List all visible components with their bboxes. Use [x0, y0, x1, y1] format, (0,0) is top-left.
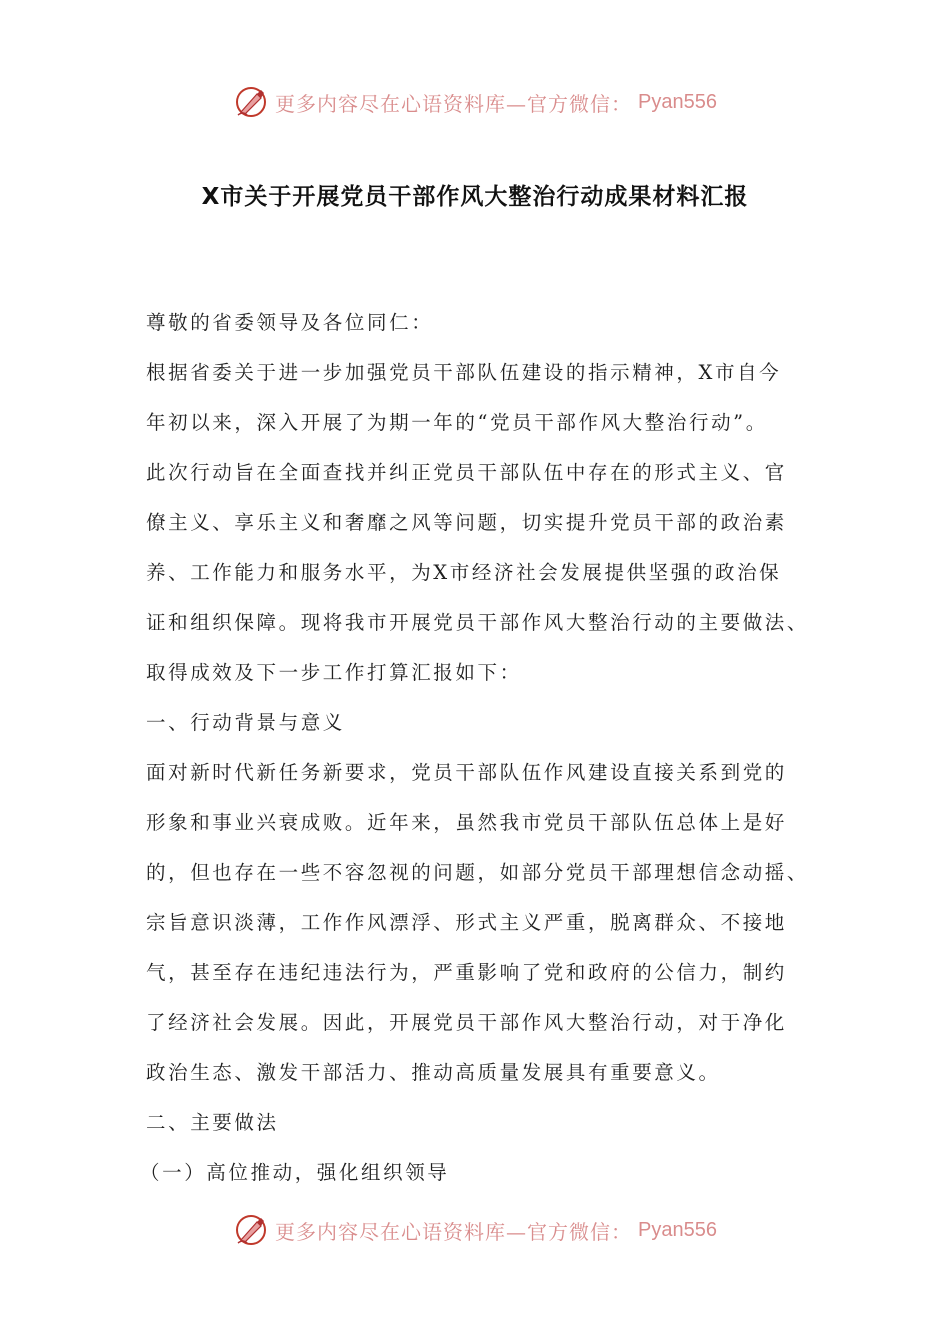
watermark-header [0, 82, 950, 122]
paragraph-line: 的，但也存在一些不容忽视的问题，如部分党员干部理想信念动摇、 [146, 861, 810, 884]
watermark-text: 更多内容尽在心语资料库—官方微信： [275, 1219, 633, 1244]
paragraph-line: 根据省委关于进一步加强党员干部队伍建设的指示精神，X市自今 [146, 361, 782, 384]
section-heading: 一、行动背景与意义 [146, 711, 345, 734]
paragraph-line: 养、工作能力和服务水平，为X市经济社会发展提供坚强的政治保 [146, 561, 782, 584]
document-body [140, 298, 826, 1198]
watermark-text: 更多内容尽在心语资料库—官方微信： [275, 91, 633, 116]
paragraph-line: 证和组织保障。现将我市开展党员干部作风大整治行动的主要做法、 [146, 611, 810, 634]
watermark-handle: Pyan556 [638, 90, 717, 113]
paragraph-line: 形象和事业兴衰成败。近年来，虽然我市党员干部队伍总体上是好 [146, 811, 787, 834]
document-title: X市关于开展党员干部作风大整治行动成果材料汇报 [201, 184, 749, 210]
pen-logo-icon [233, 84, 269, 120]
paragraph-line: 僚主义、享乐主义和奢靡之风等问题，切实提升党员干部的政治素 [146, 511, 787, 534]
watermark-footer [0, 1210, 950, 1250]
paragraph-line: 政治生态、激发干部活力、推动高质量发展具有重要意义。 [146, 1061, 721, 1084]
paragraph-line: 了经济社会发展。因此，开展党员干部作风大整治行动，对于净化 [146, 1011, 787, 1034]
paragraph-line: 年初以来，深入开展了为期一年的“党员干部作风大整治行动”。 [146, 411, 768, 434]
paragraph-line: 气，甚至存在违纪违法行为，严重影响了党和政府的公信力，制约 [146, 961, 787, 984]
paragraph-line: 此次行动旨在全面查找并纠正党员干部队伍中存在的形式主义、官 [146, 461, 787, 484]
section-heading: 二、主要做法 [146, 1111, 279, 1134]
paragraph-line: 取得成效及下一步工作打算汇报如下： [146, 661, 522, 684]
pen-logo-icon [233, 1212, 269, 1248]
subsection-heading: （一）高位推动，强化组织领导 [140, 1161, 450, 1184]
paragraph-line: 宗旨意识淡薄，工作作风漂浮、形式主义严重，脱离群众、不接地 [146, 911, 787, 934]
watermark-handle: Pyan556 [638, 1218, 717, 1241]
salutation: 尊敬的省委领导及各位同仁： [146, 311, 434, 334]
paragraph-line: 面对新时代新任务新要求，党员干部队伍作风建设直接关系到党的 [146, 761, 787, 784]
